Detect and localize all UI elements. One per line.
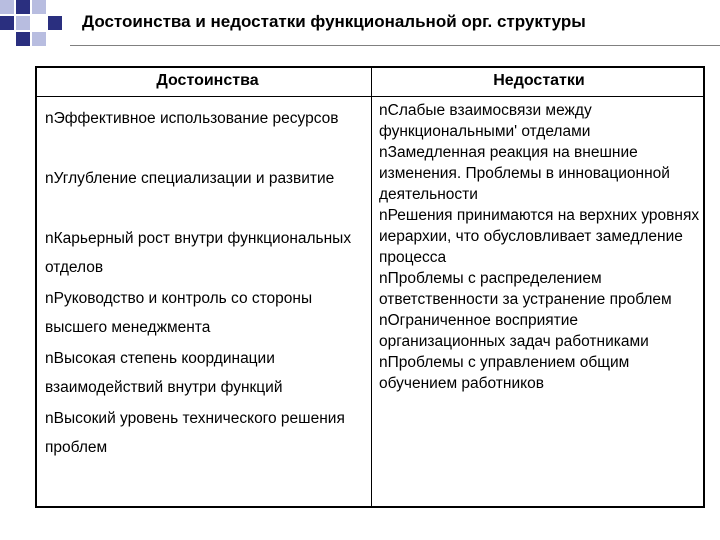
bullet-icon: n <box>379 102 388 119</box>
advantage-item <box>45 224 367 284</box>
bullet-icon: n <box>45 230 54 247</box>
decor-square <box>32 0 46 14</box>
advantage-item <box>45 104 367 164</box>
disadvantage-item <box>379 205 703 268</box>
advantages-header: Достоинства <box>156 72 259 89</box>
bullet-icon: n <box>379 144 388 161</box>
disadvantage-text: Проблемы с управлением общим обучением работников <box>379 354 630 392</box>
disadvantage-text: Решения принимаются на верхних уровнях иерархии, что обусловливает замедление процесса <box>379 207 700 266</box>
bullet-icon: n <box>45 170 54 187</box>
comparison-table <box>35 66 705 508</box>
disadvantage-text: Слабые взаимосвязи между функциональными' отделами <box>379 102 592 140</box>
disadvantage-text: Замедленная реакция на внешние изменения. Проблемы в инновационной деятельности <box>379 144 670 203</box>
decor-square <box>16 0 30 14</box>
disadvantage-item <box>379 352 703 394</box>
advantage-text: Высокая степень координации взаимодействий внутри функций <box>45 350 283 396</box>
bullet-icon: n <box>45 350 54 367</box>
bullet-icon: n <box>379 270 388 287</box>
bullet-icon: n <box>379 312 388 329</box>
advantage-item <box>45 404 367 464</box>
bullet-icon: n <box>45 410 54 427</box>
disadvantage-item <box>379 310 703 352</box>
disadvantage-text: Проблемы с распределением ответственности за устранение проблем <box>379 270 672 308</box>
header-divider <box>37 96 703 97</box>
disadvantage-item <box>379 268 703 310</box>
advantages-list <box>45 104 367 464</box>
slide-title: Достоинства и недостатки функциональной орг. структуры <box>82 12 586 31</box>
disadvantage-item <box>379 142 703 205</box>
bullet-icon: n <box>45 290 54 307</box>
advantage-text: Эффективное использование ресурсов <box>53 110 339 127</box>
advantage-item <box>45 164 367 224</box>
disadvantages-header: Недостатки <box>493 72 585 89</box>
decor-square <box>16 16 30 30</box>
decor-square <box>48 16 62 30</box>
disadvantage-text: Ограниченное восприятие организационных задач работниками <box>379 312 649 350</box>
advantage-item <box>45 284 367 344</box>
bullet-icon: n <box>379 207 388 224</box>
advantage-item <box>45 344 367 404</box>
bullet-icon: n <box>45 110 54 127</box>
disadvantage-item <box>379 100 703 142</box>
title-decoration <box>0 0 70 46</box>
advantage-text: Высокий уровень технического решения проблем <box>45 410 345 456</box>
bullet-icon: n <box>379 354 388 371</box>
column-divider <box>371 68 372 506</box>
title-underline <box>70 45 720 46</box>
advantage-text: Карьерный рост внутри функциональных отделов <box>45 230 352 276</box>
decor-square <box>16 32 30 46</box>
decor-square <box>0 0 14 14</box>
advantage-text: Руководство и контроль со стороны высшего менеджмента <box>45 290 313 336</box>
advantage-text: Углубление специализации и развитие <box>53 170 335 187</box>
decor-square <box>0 16 14 30</box>
disadvantages-list <box>379 100 703 394</box>
decor-square <box>32 32 46 46</box>
